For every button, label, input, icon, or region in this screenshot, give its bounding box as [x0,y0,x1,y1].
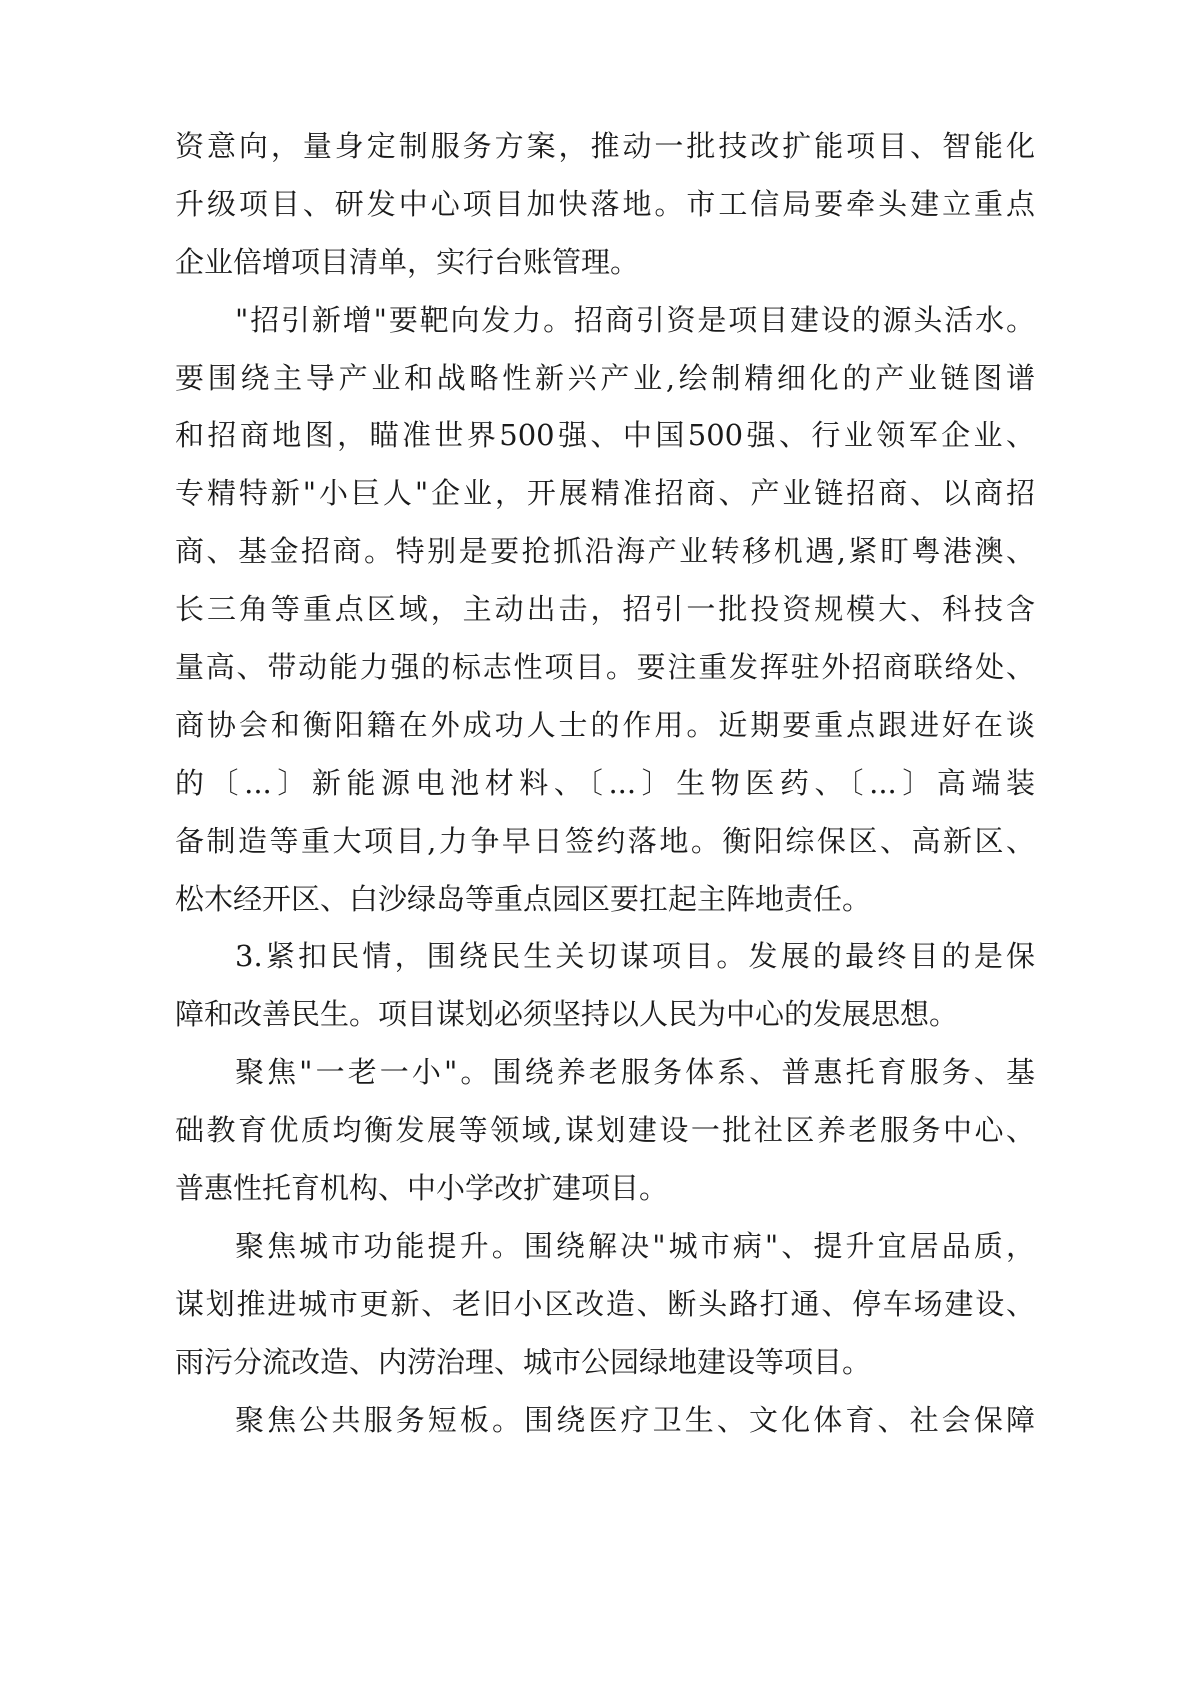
text-line: 升级项目、研发中心项目加快落地。市工信局要牵头建立重点 [175,186,1035,221]
text-line: 聚焦"一老一小"。围绕养老服务体系、普惠托育服务、基 [235,1055,1035,1090]
text-line: 和招商地图，瞄准世界500强、中国500强、行业领军企业、 [175,418,1035,453]
text-line: 障和改善民生。项目谋划必须坚持以人民为中心的发展思想。 [175,997,959,1032]
text-line: 要围绕主导产业和战略性新兴产业,绘制精细化的产业链图谱 [175,360,1035,395]
text-line: 备制造等重大项目,力争早日签约落地。衡阳综保区、高新区、 [175,823,1035,858]
text-line: 资意向，量身定制服务方案，推动一批技改扩能项目、智能化 [175,129,1035,163]
text-line: 商协会和衡阳籍在外成功人士的作用。近期要重点跟进好在谈 [175,707,1035,742]
text-line: "招引新增"要靶向发力。招商引资是项目建设的源头活水。 [235,302,1035,337]
text-line: 专精特新"小巨人"企业，开展精准招商、产业链招商、以商招 [175,476,1035,511]
text-line: 雨污分流改造、内涝治理、城市公园绿地建设等项目。 [175,1344,872,1379]
document-body [175,118,1035,1449]
text-line: 长三角等重点区域，主动出击，招引一批投资规模大、科技含 [175,592,1035,627]
text-line: 的〔...〕新能源电池材料、〔...〕生物医药、〔...〕高端装 [175,765,1035,800]
text-line: 聚焦城市功能提升。围绕解决"城市病"、提升宜居品质， [235,1228,1035,1263]
text-line: 企业倍增项目清单，实行台账管理。 [175,244,640,279]
text-line: 聚焦公共服务短板。围绕医疗卫生、文化体育、社会保障 [235,1402,1035,1437]
text-line: 础教育优质均衡发展等领域,谋划建设一批社区养老服务中心、 [175,1113,1035,1148]
text-line: 量高、带动能力强的标志性项目。要注重发挥驻外招商联络处、 [175,650,1035,685]
text-line: 松木经开区、白沙绿岛等重点园区要扛起主阵地责任。 [175,881,872,916]
text-line: 商、基金招商。特别是要抢抓沿海产业转移机遇,紧盯粤港澳、 [175,534,1035,569]
text-line: 谋划推进城市更新、老旧小区改造、断头路打通、停车场建设、 [175,1286,1035,1321]
text-line: 普惠性托育机构、中小学改扩建项目。 [175,1171,669,1206]
text-line: 3.紧扣民情，围绕民生关切谋项目。发展的最终目的是保 [235,939,1035,974]
